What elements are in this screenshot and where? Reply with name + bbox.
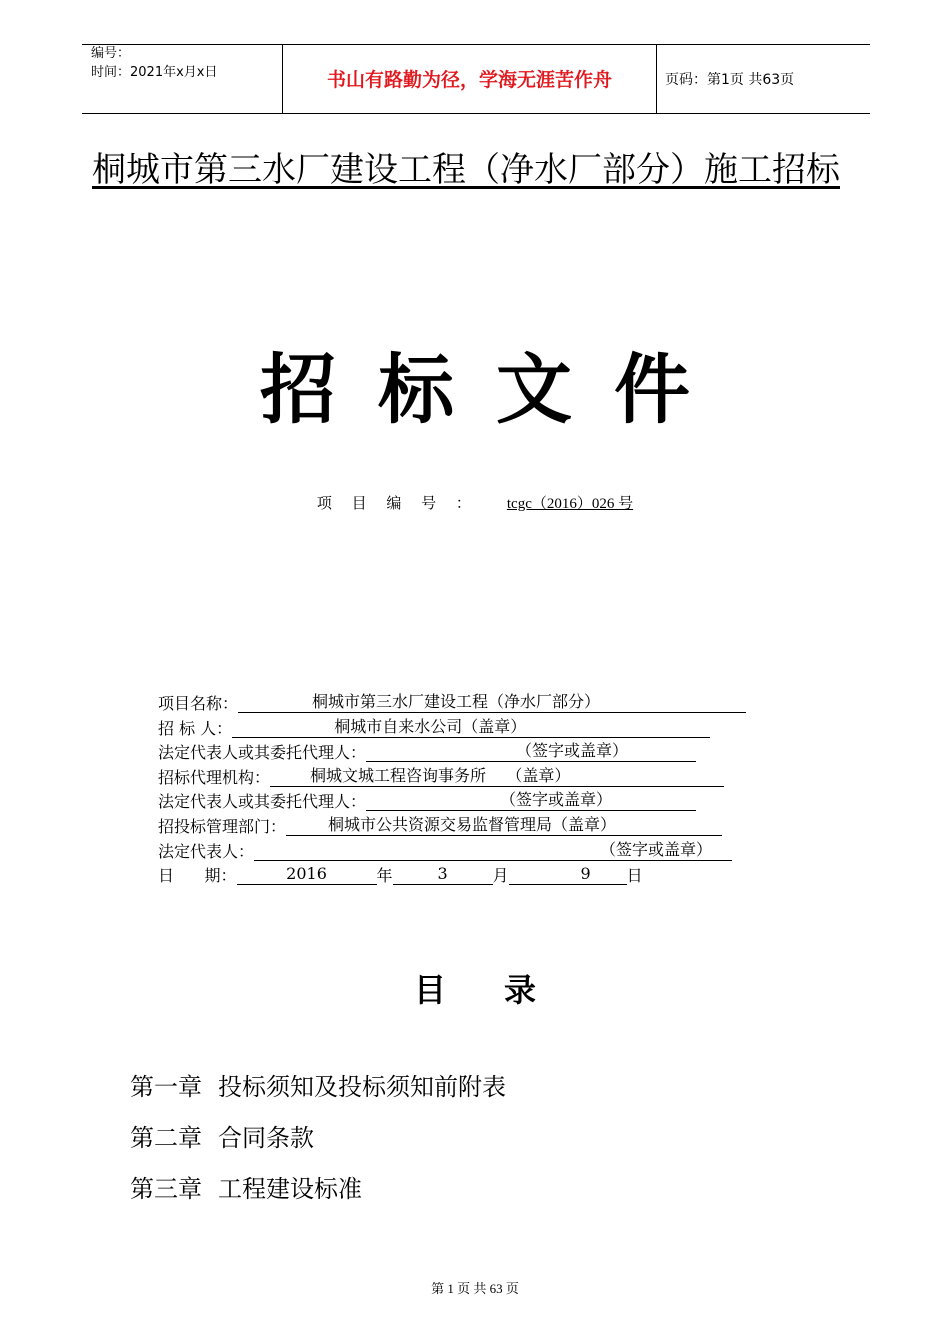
info-value: 桐城文城工程咨询事务所 （盖章） [310,765,571,785]
info-row-date [158,864,778,889]
info-value: （签字或盖章） [500,790,613,810]
info-underline [270,766,724,787]
info-label: 招标代理机构： [158,767,271,787]
page-footer: 第 1 页 共 63 页 [431,1281,519,1296]
info-row-tenderer [158,717,778,742]
date-year-underline [237,864,377,885]
header-number-label: 编号： [91,46,131,61]
toc-chapter-name: 投标须知及投标须知前附表 [218,1073,506,1101]
header-motto: 书山有路勤为径，学海无涯苦作舟 [326,69,612,91]
toc-chapter-name: 合同条款 [218,1124,314,1152]
date-month-underline [393,864,493,885]
toc-chapter: 第二章 [130,1124,202,1152]
info-row-representative [158,741,778,766]
info-row-project-name [158,692,778,717]
info-underline [238,692,746,713]
info-value: 桐城市自来水公司（盖章） [334,716,527,736]
info-label: 法定代表人或其委托代理人： [158,792,367,812]
info-label: 法定代表人： [158,841,255,861]
header-page-info: 页码：第1页 共63页 [665,72,795,88]
info-row-legal-representative [158,840,778,865]
toc-chapter: 第一章 [130,1073,202,1101]
document-title: 桐城市第三水厂建设工程（净水厂部分）施工招标 [92,150,840,190]
project-code-label: 项 目 编 号 ： [316,496,479,512]
toc-item[interactable] [130,1062,506,1113]
info-row-agency-representative [158,790,778,815]
toc-list [130,1062,506,1215]
date-year-unit: 年 [376,866,393,886]
info-value: （签字或盖章） [600,839,713,859]
info-value: （签字或盖章） [516,741,629,761]
header-bottom-rule [82,113,870,114]
info-label: 招投标管理部门： [158,816,287,836]
info-label: 招 标 人： [158,718,233,738]
date-month-unit: 月 [492,866,509,886]
toc-title: 目录 [413,971,594,1009]
info-row-authority [158,815,778,840]
project-code [0,494,950,514]
info-label: 法定代表人或其委托代理人： [158,743,367,763]
info-label: 项目名称： [158,694,239,713]
header-top-rule [82,44,870,45]
info-underline [254,840,732,861]
project-code-value: tcgc（2016）026 号 [506,496,634,512]
toc-chapter: 第三章 [130,1175,202,1203]
info-underline [232,717,710,738]
header-divider [656,44,657,113]
info-label: 日 期： [158,866,237,886]
toc-item[interactable] [130,1164,506,1215]
header-time-label: 时间：2021年x月x日 [91,65,218,80]
date-day-underline [509,864,627,885]
toc-item[interactable] [130,1113,506,1164]
info-row-agency [158,766,778,791]
info-underline [366,741,696,762]
info-block [158,692,778,889]
date-day: 9 [580,864,591,884]
info-underline [286,815,722,836]
main-title: 招标文件 [260,345,732,434]
toc-chapter-name: 工程建设标准 [218,1175,362,1203]
info-underline [366,790,696,811]
date-year: 2016 [286,864,327,884]
info-value: 桐城市公共资源交易监督管理局（盖章） [328,814,617,834]
date-month: 3 [437,864,448,884]
info-value: 桐城市第三水厂建设工程（净水厂部分） [312,692,601,711]
date-day-unit: 日 [626,866,643,886]
